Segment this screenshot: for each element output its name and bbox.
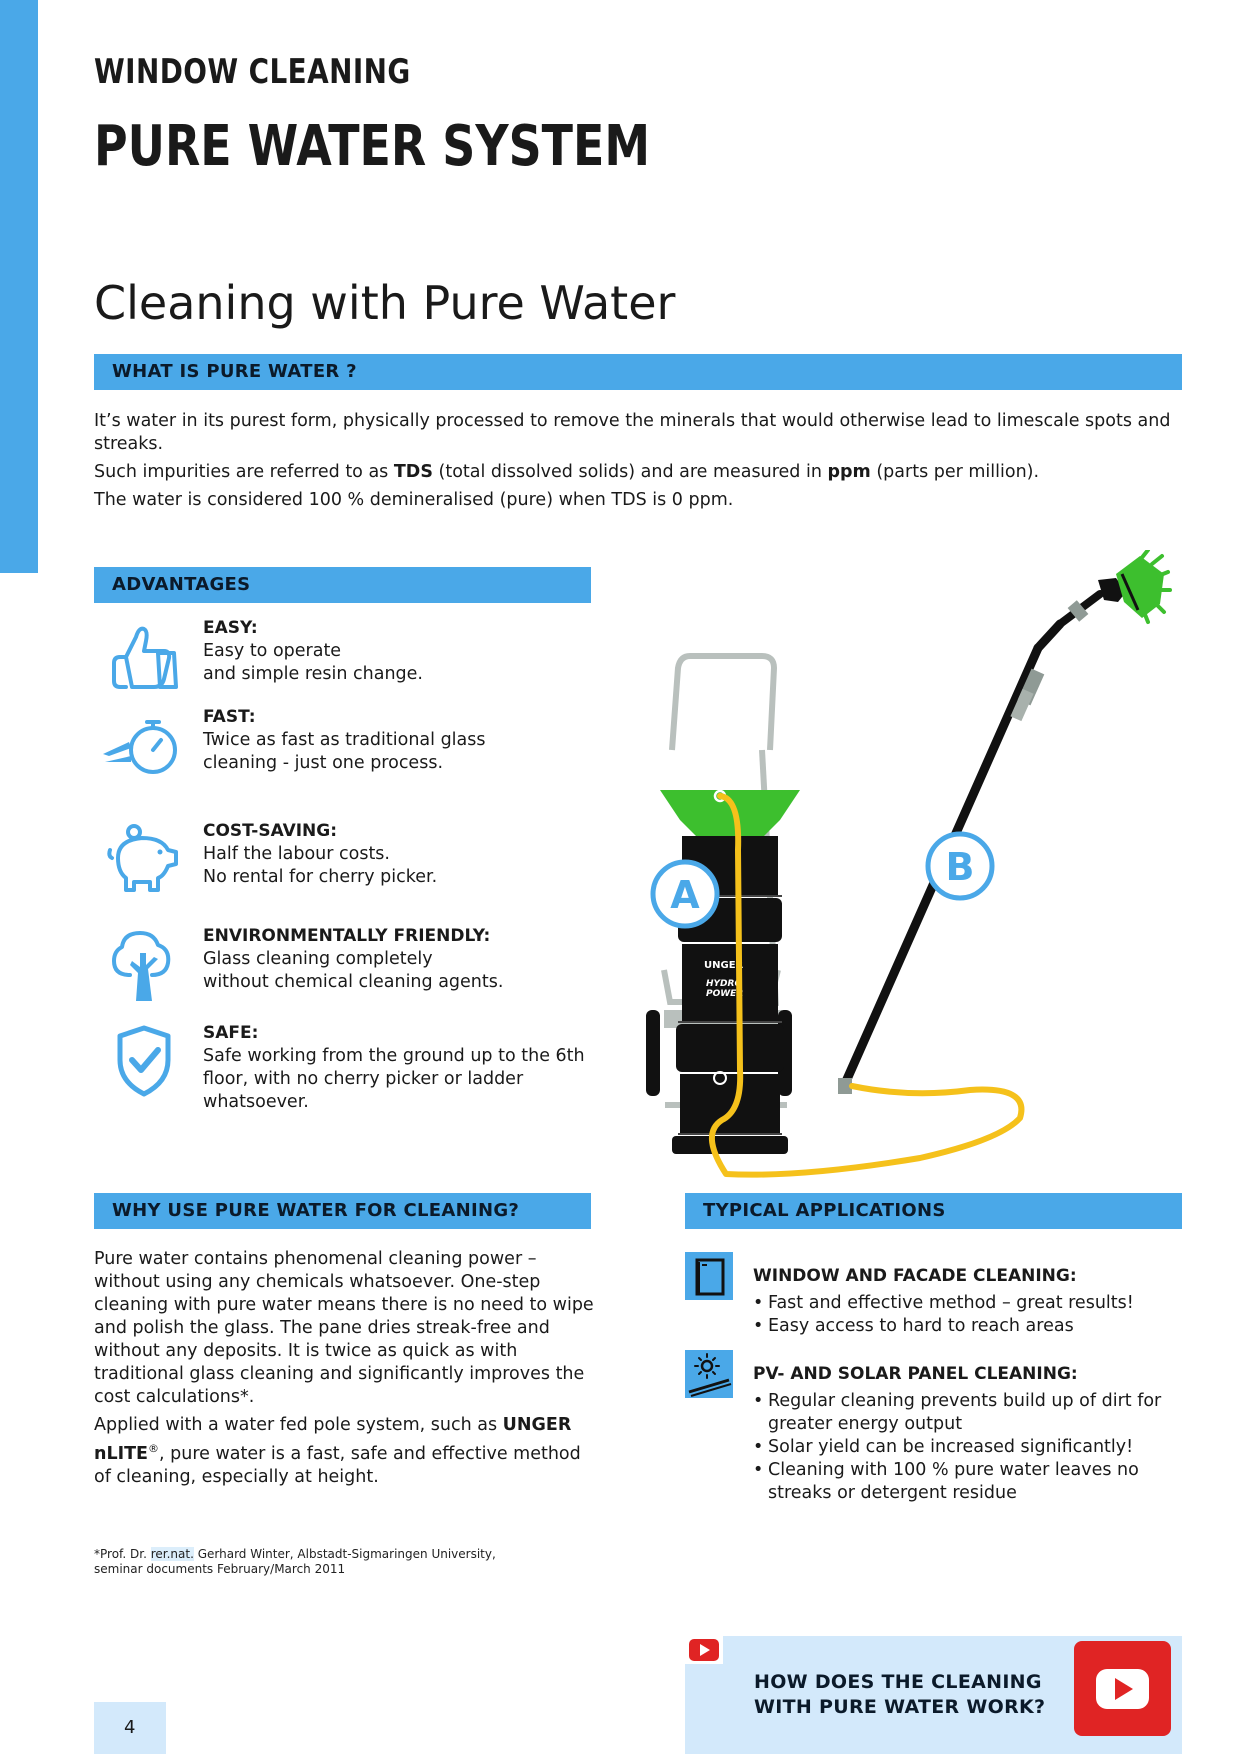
advantage-fast [94,706,594,796]
application-title: WINDOW AND FACADE CLEANING: [753,1266,1077,1286]
window-icon [685,1252,733,1300]
stopwatch-icon [94,706,184,782]
page-number: 4 [94,1702,166,1754]
solar-panel-icon [685,1350,733,1398]
footnote-line-1: *Prof. Dr. rer.nat. Gerhard Winter, Albstadt-Sigmaringen University, [94,1547,496,1561]
what-is-p1: It’s water in its purest form, physically processed to remove the minerals that would otherwise lead to limescale spots and streaks. [94,411,1171,454]
list-item: • Fast and effective method – great results! [753,1292,1193,1315]
applications-heading: TYPICAL APPLICATIONS [685,1193,1182,1229]
water-fed-pole [838,550,1170,1094]
advantage-desc: Twice as fast as traditional glass cleaning - just one process. [203,730,486,773]
youtube-play-button-icon[interactable] [1074,1641,1171,1736]
application-solar-panel [685,1350,1185,1520]
footnote [94,1547,496,1577]
label-a: A [670,873,700,917]
advantage-safe [94,1022,594,1122]
brand-label: POWER [706,989,744,999]
application-bullets [753,1390,1193,1505]
tree-icon [106,925,182,1001]
footnote-line-2: seminar documents February/March 2011 [94,1562,346,1576]
piggy-bank-icon [106,820,182,896]
what-is-p2: Such impurities are referred to as TDS (total dissolved solids) and are measured in ppm (parts per million). [94,462,1040,482]
advantage-easy [94,617,594,707]
section-title: Cleaning with Pure Water [94,276,676,330]
advantage-environmentally-friendly [94,925,594,1015]
list-item: • Easy access to hard to reach areas [753,1315,1193,1338]
page-title: PURE WATER SYSTEM [94,114,651,179]
list-item: • Regular cleaning prevents build up of dirt for greater energy output [753,1390,1193,1436]
advantage-title: ENVIRONMENTALLY FRIENDLY: [203,926,491,946]
advantage-desc: Easy to operate and simple resin change. [203,641,423,684]
why-p1: Pure water contains phenomenal cleaning power – without using any chemicals whatsoever. One-step cleaning with pure water means there is no need to wipe and polish the glass. The pane dries streak-free and without any deposits. It is twice as quick as with traditional glass cleaning and significantly improves the cost calculations*. [94,1249,594,1407]
side-accent-bar [0,0,38,573]
application-bullets [753,1292,1193,1338]
advantage-cost-saving [94,820,594,910]
advantage-title: FAST: [203,707,256,727]
application-window-facade [685,1252,1185,1352]
list-item: • Solar yield can be increased significantly! [753,1436,1193,1459]
why-p2: Applied with a water fed pole system, such as UNGER nLITE®, pure water is a fast, safe and effective method of cleaning, especially at height. [94,1415,581,1487]
what-is-text [94,410,1184,517]
thumbs-up-icon [106,617,182,693]
brand-label: UNGER [704,960,744,971]
why-text [94,1248,594,1494]
label-a-marker [653,862,717,926]
advantage-title: SAFE: [203,1023,259,1043]
what-is-p3: The water is considered 100 % demineralised (pure) when TDS is 0 ppm. [94,490,734,510]
advantage-desc: Safe working from the ground up to the 6th floor, with no cherry picker or ladder whatsoever. [203,1046,585,1112]
brand-label: HYDRO [706,979,743,989]
header-kicker: WINDOW CLEANING [94,52,411,92]
label-b: B [945,845,975,889]
label-b-marker [928,834,992,898]
list-item: • Cleaning with 100 % pure water leaves no streaks or detergent residue [753,1459,1193,1505]
advantage-title: EASY: [203,618,258,638]
pure-water-system-illustration [640,550,1200,1190]
video-callout-text[interactable]: HOW DOES THE CLEANING WITH PURE WATER WORK? [754,1671,1046,1718]
youtube-icon [685,1636,723,1664]
brush-head [1116,550,1170,622]
advantage-title: COST-SAVING: [203,821,338,841]
advantages-heading: ADVANTAGES [94,567,591,603]
why-heading: WHY USE PURE WATER FOR CLEANING? [94,1193,591,1229]
advantage-desc: Half the labour costs. No rental for cherry picker. [203,844,438,887]
shield-check-icon [106,1022,182,1098]
advantage-desc: Glass cleaning completely without chemical cleaning agents. [203,949,504,992]
what-is-heading: WHAT IS PURE WATER ? [94,354,1182,390]
application-title: PV- AND SOLAR PANEL CLEANING: [753,1364,1078,1384]
